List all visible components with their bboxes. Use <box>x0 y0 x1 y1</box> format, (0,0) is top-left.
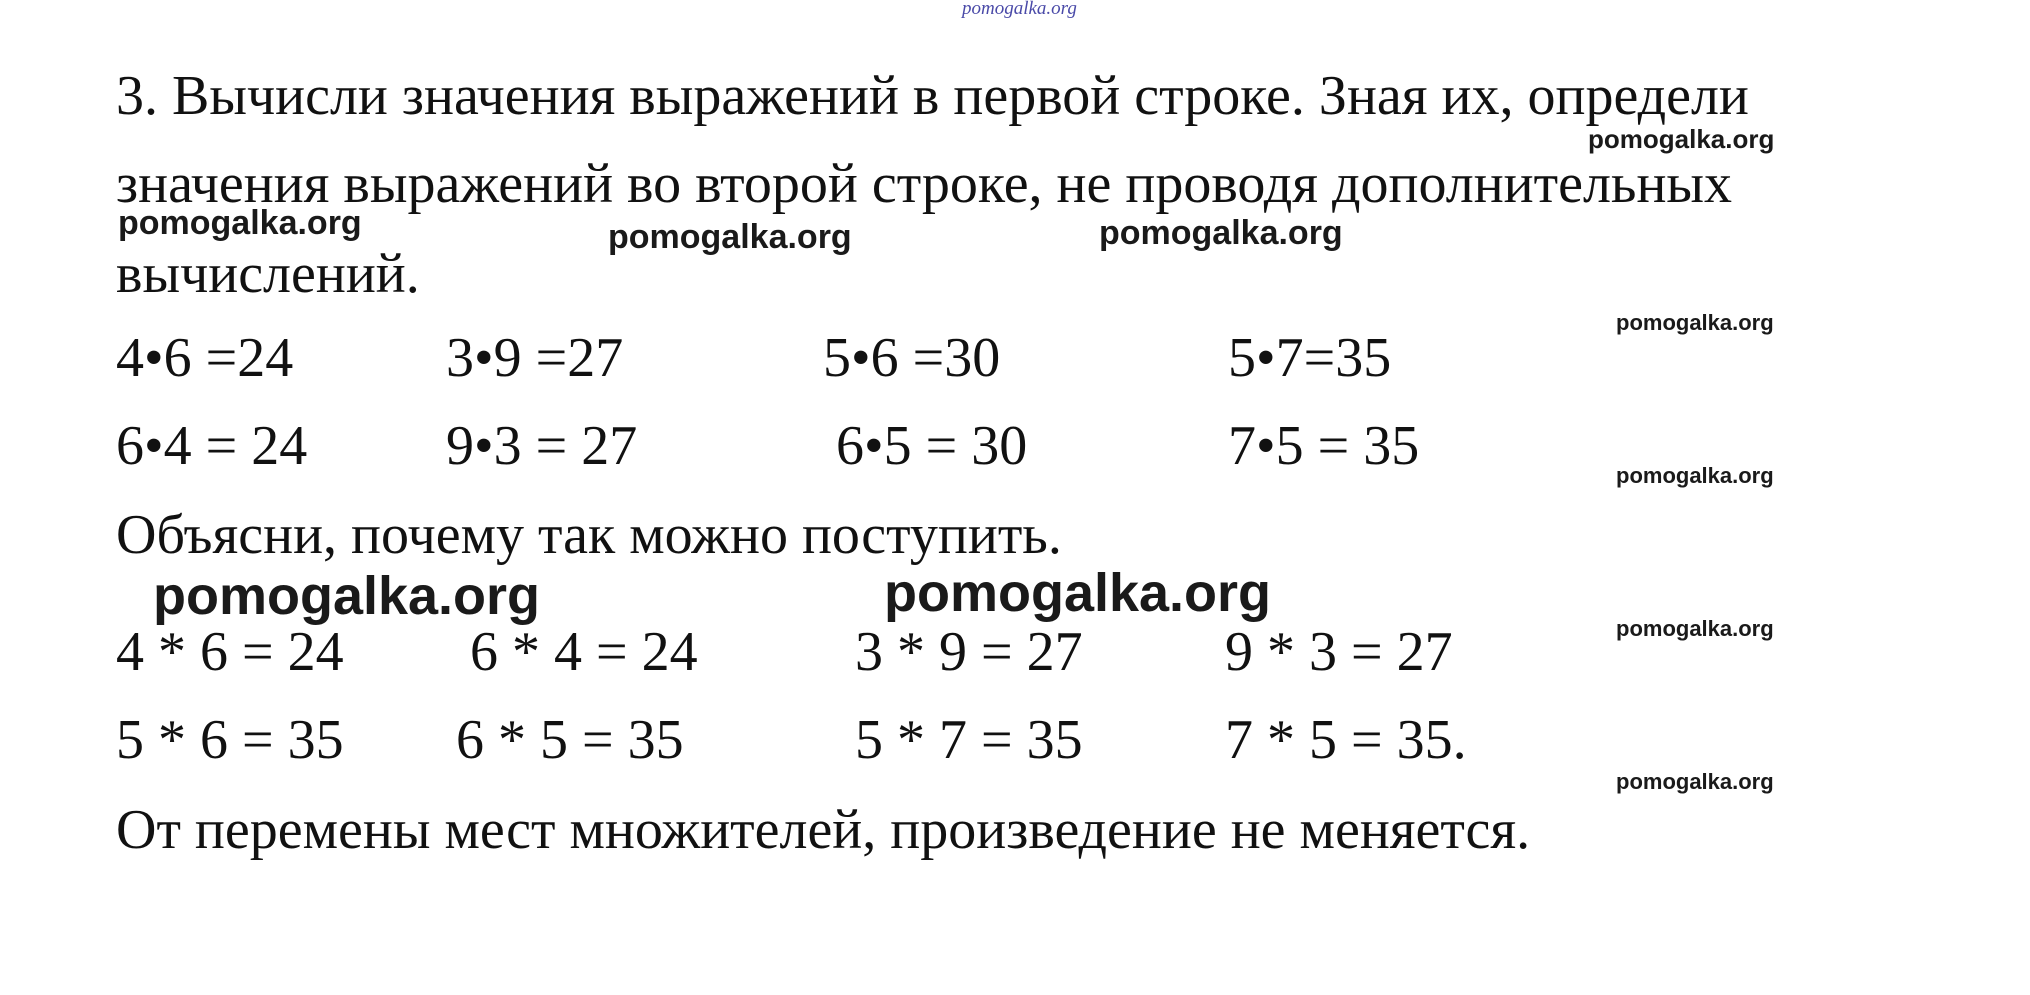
answer2-expr-2: 6 * 5 = 35 <box>456 709 684 771</box>
answer2-expr-3: 5 * 7 = 35 <box>855 709 1083 771</box>
header-watermark: pomogalka.org <box>962 0 1077 19</box>
row1-expr-2: 3•9 =27 <box>446 327 624 389</box>
task-line-1: 3. Вычисли значения выражений в первой строке. Зная их, определи <box>116 65 1749 127</box>
answer2-expr-4: 7 * 5 = 35. <box>1225 709 1467 771</box>
watermark: pomogalka.org <box>1099 214 1343 252</box>
row2-expr-2: 9•3 = 27 <box>446 415 638 477</box>
watermark: pomogalka.org <box>118 204 362 242</box>
watermark: pomogalka.org <box>1616 463 1774 488</box>
answer2-expr-1: 5 * 6 = 35 <box>116 709 344 771</box>
row1-expr-1: 4•6 =24 <box>116 327 294 389</box>
answer1-expr-2: 6 * 4 = 24 <box>470 621 698 683</box>
task-line-2: значения выражений во второй строке, не проводя дополнительных <box>116 153 1733 215</box>
row2-expr-4: 7•5 = 35 <box>1228 415 1420 477</box>
watermark: pomogalka.org <box>1616 310 1774 335</box>
row1-expr-4: 5•7=35 <box>1228 327 1392 389</box>
explain-prompt: Объясни, почему так можно поступить. <box>116 504 1062 566</box>
row2-expr-3: 6•5 = 30 <box>836 415 1028 477</box>
watermark: pomogalka.org <box>608 218 852 256</box>
answer1-expr-4: 9 * 3 = 27 <box>1225 621 1453 683</box>
watermark: pomogalka.org <box>884 563 1272 623</box>
row2-expr-1: 6•4 = 24 <box>116 415 308 477</box>
watermark: pomogalka.org <box>1616 616 1774 641</box>
task-line-3: вычислений. <box>116 243 420 305</box>
answer1-expr-1: 4 * 6 = 24 <box>116 621 344 683</box>
row1-expr-3: 5•6 =30 <box>823 327 1001 389</box>
answer1-expr-3: 3 * 9 = 27 <box>855 621 1083 683</box>
watermark: pomogalka.org <box>1588 124 1775 154</box>
watermark: pomogalka.org <box>1616 769 1774 794</box>
conclusion: От перемены мест множителей, произведение не меняется. <box>116 799 1531 861</box>
watermark: pomogalka.org <box>153 566 541 626</box>
